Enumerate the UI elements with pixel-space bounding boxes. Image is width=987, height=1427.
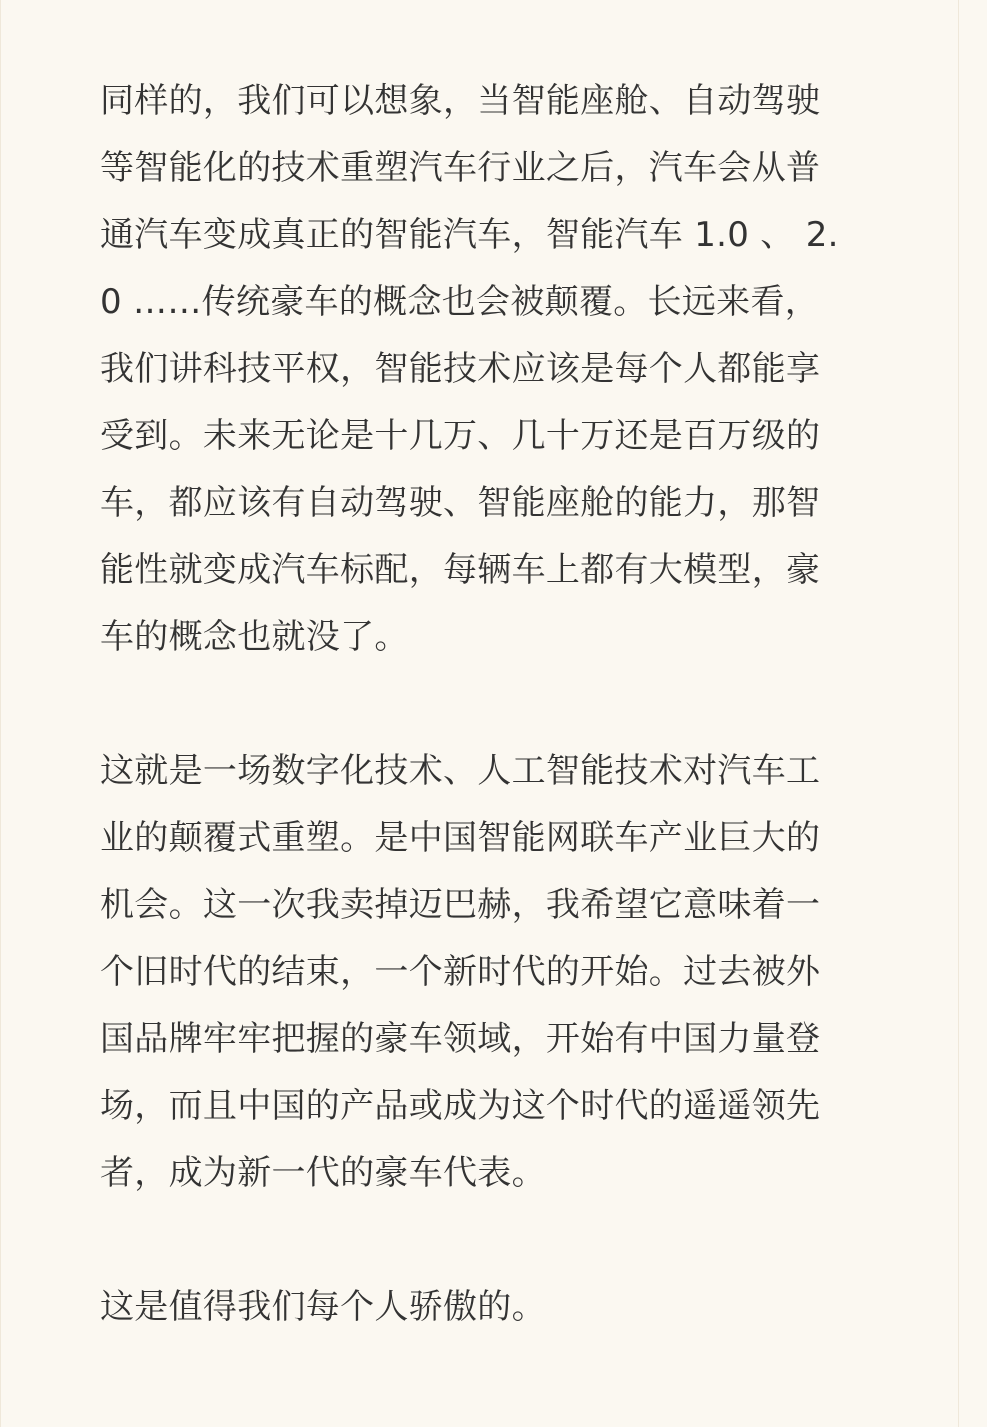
paragraph-2-line-6: 场，而且中国的产品或成为这个时代的遥遥领先	[100, 1086, 821, 1126]
paragraph-2-line-7: 者，成为新一代的豪车代表。	[100, 1153, 546, 1193]
right-edge-divider	[958, 0, 959, 1427]
paragraph-1-line-3: 通汽车变成真正的智能汽车，智能汽车 1.0 、 2.	[100, 215, 839, 255]
paragraph-1-line-4: 0 ……传统豪车的概念也会被颠覆。长远来看，	[100, 282, 820, 322]
paragraph-1-line-6: 受到。未来无论是十几万、几十万还是百万级的	[100, 416, 821, 456]
paragraph-1-line-8: 能性就变成汽车标配，每辆车上都有大模型，豪	[100, 550, 821, 590]
paragraph-1-line-7: 车，都应该有自动驾驶、智能座舱的能力，那智	[100, 483, 821, 523]
paragraph-1-line-2: 等智能化的技术重塑汽车行业之后，汽车会从普	[100, 148, 821, 188]
paragraph-2-line-3: 机会。这一次我卖掉迈巴赫，我希望它意味着一	[100, 885, 821, 925]
paragraph-2-line-1: 这就是一场数字化技术、人工智能技术对汽车工	[100, 751, 821, 791]
left-edge-divider	[0, 0, 1, 1427]
article-body	[100, 68, 864, 1341]
paragraph-1-line-1: 同样的，我们可以想象，当智能座舱、自动驾驶	[100, 81, 821, 121]
paragraph-spacer	[100, 671, 864, 738]
paragraph-2	[100, 738, 864, 1207]
paragraph-1-line-5: 我们讲科技平权，智能技术应该是每个人都能享	[100, 349, 821, 389]
paragraph-spacer	[100, 1207, 864, 1274]
paragraph-2-line-4: 个旧时代的结束，一个新时代的开始。过去被外	[100, 952, 821, 992]
paragraph-3	[100, 1274, 864, 1341]
paragraph-2-line-5: 国品牌牢牢把握的豪车领域，开始有中国力量登	[100, 1019, 821, 1059]
paragraph-3-line-1: 这是值得我们每个人骄傲的。	[100, 1287, 546, 1327]
paragraph-1-line-9: 车的概念也就没了。	[100, 617, 409, 657]
paragraph-2-line-2: 业的颠覆式重塑。是中国智能网联车产业巨大的	[100, 818, 821, 858]
paragraph-1	[100, 68, 864, 671]
